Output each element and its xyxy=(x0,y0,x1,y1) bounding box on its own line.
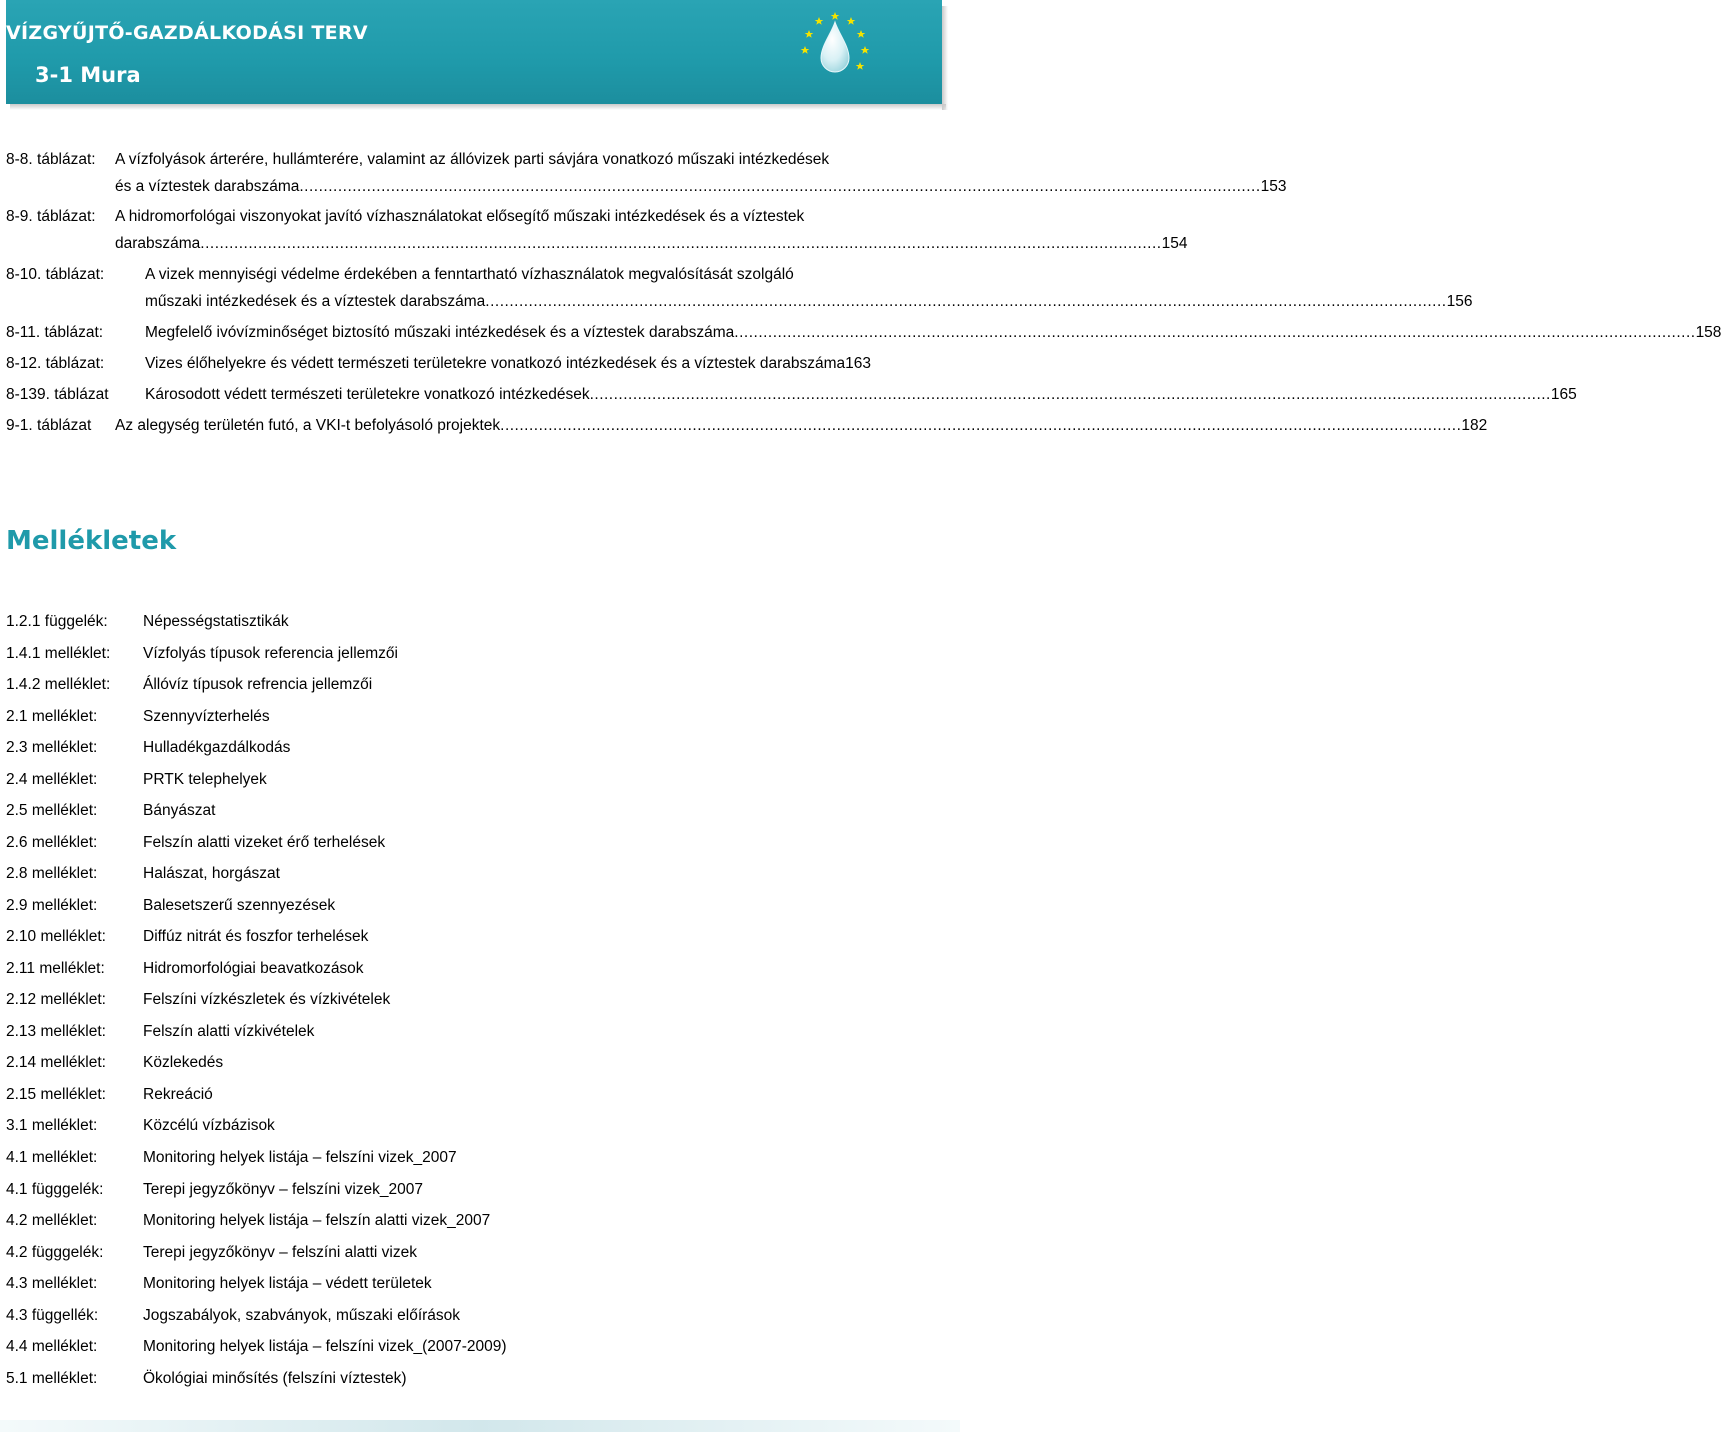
toc-entry-text-line: Megfelelő ivóvízminőséget biztosító műszaki intézkedések és a víztestek darabszáma xyxy=(145,324,735,341)
annex-title: Rekreáció xyxy=(143,1086,213,1103)
annex-title: Monitoring helyek listája – felszín alatti vizek_2007 xyxy=(143,1212,491,1229)
toc-leader-dots: ........................................................................................................................................................................................................ xyxy=(734,324,1696,341)
annex-label: 4.3 melléklet: xyxy=(6,1275,98,1292)
annex-title: Diffúz nitrát és foszfor terhelések xyxy=(143,928,369,945)
annex-item[interactable] xyxy=(0,1052,960,1074)
toc-entry-number: 8-10. táblázat: xyxy=(6,266,105,283)
annex-label: 2.3 melléklet: xyxy=(6,739,98,756)
annex-label: 2.4 melléklet: xyxy=(6,771,98,788)
annex-label: 3.1 melléklet: xyxy=(6,1117,98,1134)
toc-entry-text-line: A vizek mennyiségi védelme érdekében a fenntartható vízhasználatok megvalósítását szolgáló xyxy=(145,266,794,283)
annex-item[interactable] xyxy=(0,674,960,696)
annex-title: Jogszabályok, szabványok, műszaki előírások xyxy=(143,1307,461,1324)
header-shadow xyxy=(10,104,946,110)
annex-item[interactable] xyxy=(0,1368,960,1390)
annex-title: Monitoring helyek listája – felszíni vizek_2007 xyxy=(143,1149,457,1166)
annex-label: 1.2.1 függelék: xyxy=(6,613,108,630)
toc-page-number: 156 xyxy=(1446,293,1473,310)
water-drop-stars-logo-icon xyxy=(795,8,875,88)
annex-label: 4.2 melléklet: xyxy=(6,1212,98,1229)
toc-leader-dots: ........................................................................................................................................................................................................ xyxy=(299,178,1261,195)
annex-title: PRTK telephelyek xyxy=(143,771,267,788)
annex-item[interactable] xyxy=(0,1305,960,1327)
annex-item[interactable] xyxy=(0,832,960,854)
toc-entry-number: 8-11. táblázat: xyxy=(6,324,104,341)
toc-entry-text-line: A hidromorfológai viszonyokat javító vízhasználatokat elősegítő műszaki intézkedések és a víztestek xyxy=(115,208,805,225)
toc-entry-text-line: A vízfolyások árterére, hullámterére, valamint az állóvizek parti sávjára vonatkozó műszaki intézkedések xyxy=(115,151,830,168)
annex-title: Állóvíz típusok refrencia jellemzői xyxy=(143,676,373,693)
annex-item[interactable] xyxy=(0,611,960,633)
toc-leader-dots: ........................................................................................................................................................................................................ xyxy=(485,293,1447,310)
annex-item[interactable] xyxy=(0,1115,960,1137)
annex-item[interactable] xyxy=(0,769,960,791)
annex-label: 2.12 melléklet: xyxy=(6,991,106,1008)
toc-entry-text-line: Az alegység területén futó, a VKI-t befolyásoló projektek xyxy=(115,417,501,434)
annex-label: 2.11 melléklet: xyxy=(6,960,105,977)
toc-page-number: 165 xyxy=(1550,386,1577,403)
toc-page-number: 158 xyxy=(1695,324,1721,341)
annex-item[interactable] xyxy=(0,1021,960,1043)
toc-leader-dots: ........................................................................................................................................................................................................ xyxy=(200,235,1162,252)
annex-label: 4.1 függgelék: xyxy=(6,1181,104,1198)
annex-title: Monitoring helyek listája – védett területek xyxy=(143,1275,432,1292)
toc-entry-number: 9-1. táblázat xyxy=(6,417,92,434)
toc-page-number: 153 xyxy=(1260,178,1287,195)
toc-entry-number: 8-9. táblázat: xyxy=(6,208,96,225)
annex-title: Felszín alatti vízkivételek xyxy=(143,1023,315,1040)
toc-page-number: 182 xyxy=(1461,417,1488,434)
annex-label: 4.2 függgelék: xyxy=(6,1244,104,1261)
toc-entry-number: 8-12. táblázat: xyxy=(6,355,105,372)
toc-entry-text-line: és a víztestek darabszáma xyxy=(115,178,300,195)
toc-leader-dots: ........................................................................................................................................................................................................ xyxy=(589,386,1551,403)
annex-title: Hidromorfológiai beavatkozások xyxy=(143,960,364,977)
toc-entry-number: 8-8. táblázat: xyxy=(6,151,96,168)
annex-title: Közcélú vízbázisok xyxy=(143,1117,275,1134)
annex-item[interactable] xyxy=(0,895,960,917)
annex-title: Felszíni vízkészletek és vízkivételek xyxy=(143,991,391,1008)
toc-leader-dots: ........................................................................................................................................................................................................ xyxy=(500,417,1462,434)
annex-item[interactable] xyxy=(0,1179,960,1201)
annex-title: Felszín alatti vizeket érő terhelések xyxy=(143,834,386,851)
annex-title: Vízfolyás típusok referencia jellemzői xyxy=(143,645,399,662)
annex-item[interactable] xyxy=(0,1242,960,1264)
annex-item[interactable] xyxy=(0,706,960,728)
annex-label: 2.8 melléklet: xyxy=(6,865,98,882)
annex-label: 2.5 melléklet: xyxy=(6,802,98,819)
footer-band xyxy=(0,1420,960,1432)
document-subtitle: 3-1 Mura xyxy=(35,63,141,87)
annex-label: 4.4 melléklet: xyxy=(6,1338,98,1355)
annex-label: 4.1 melléklet: xyxy=(6,1149,98,1166)
annex-title: Terepi jegyzőkönyv – felszíni alatti vizek xyxy=(143,1244,417,1261)
toc-entry-text-line: Károsodott védett természeti területekre vonatkozó intézkedések xyxy=(145,386,590,403)
annex-label: 2.1 melléklet: xyxy=(6,708,98,725)
annex-title: Közlekedés xyxy=(143,1054,224,1071)
annex-title: Ökológiai minősítés (felszíni víztestek) xyxy=(143,1370,407,1387)
annex-item[interactable] xyxy=(0,1336,960,1358)
annex-title: Népességstatisztikák xyxy=(143,613,289,630)
annex-item[interactable] xyxy=(0,800,960,822)
annex-title: Bányászat xyxy=(143,802,216,819)
annex-item[interactable] xyxy=(0,1273,960,1295)
annex-label: 2.15 melléklet: xyxy=(6,1086,106,1103)
toc-page-number: 154 xyxy=(1161,235,1188,252)
annex-item[interactable] xyxy=(0,926,960,948)
annex-title: Szennyvízterhelés xyxy=(143,708,270,725)
annex-item[interactable] xyxy=(0,1147,960,1169)
annex-title: Halászat, horgászat xyxy=(143,865,280,882)
annex-label: 1.4.2 melléklet: xyxy=(6,676,111,693)
annex-item[interactable] xyxy=(0,863,960,885)
annex-item[interactable] xyxy=(0,1084,960,1106)
annexes-heading: Mellékletek xyxy=(6,526,177,556)
annex-label: 1.4.1 melléklet: xyxy=(6,645,111,662)
annex-item[interactable] xyxy=(0,989,960,1011)
annex-title: Terepi jegyzőkönyv – felszíni vizek_2007 xyxy=(143,1181,424,1198)
header-right-shadow xyxy=(942,6,948,110)
annex-title: Monitoring helyek listája – felszíni vizek_(2007-2009) xyxy=(143,1338,507,1355)
annex-label: 2.10 melléklet: xyxy=(6,928,106,945)
annex-item[interactable] xyxy=(0,643,960,665)
toc-entry-text-line: műszaki intézkedések és a víztestek darabszáma xyxy=(145,293,486,310)
annex-title: Balesetszerű szennyezések xyxy=(143,897,336,914)
annex-label: 4.3 függellék: xyxy=(6,1307,99,1324)
annex-label: 2.14 melléklet: xyxy=(6,1054,106,1071)
annex-label: 2.9 melléklet: xyxy=(6,897,98,914)
toc-entry-text-line: Vizes élőhelyekre és védett természeti területekre vonatkozó intézkedések és a víztestek darabszáma163 xyxy=(145,355,872,372)
annex-label: 5.1 melléklet: xyxy=(6,1370,98,1387)
annex-label: 2.13 melléklet: xyxy=(6,1023,106,1040)
toc-entry-text-line: darabszáma xyxy=(115,235,201,252)
annex-item[interactable] xyxy=(0,737,960,759)
toc-entry-number: 8-139. táblázat xyxy=(6,386,109,403)
annex-label: 2.6 melléklet: xyxy=(6,834,98,851)
annex-item[interactable] xyxy=(0,1210,960,1232)
annex-item[interactable] xyxy=(0,958,960,980)
annex-title: Hulladékgazdálkodás xyxy=(143,739,291,756)
document-title: VÍZGYŰJTŐ-GAZDÁLKODÁSI TERV xyxy=(6,22,368,44)
